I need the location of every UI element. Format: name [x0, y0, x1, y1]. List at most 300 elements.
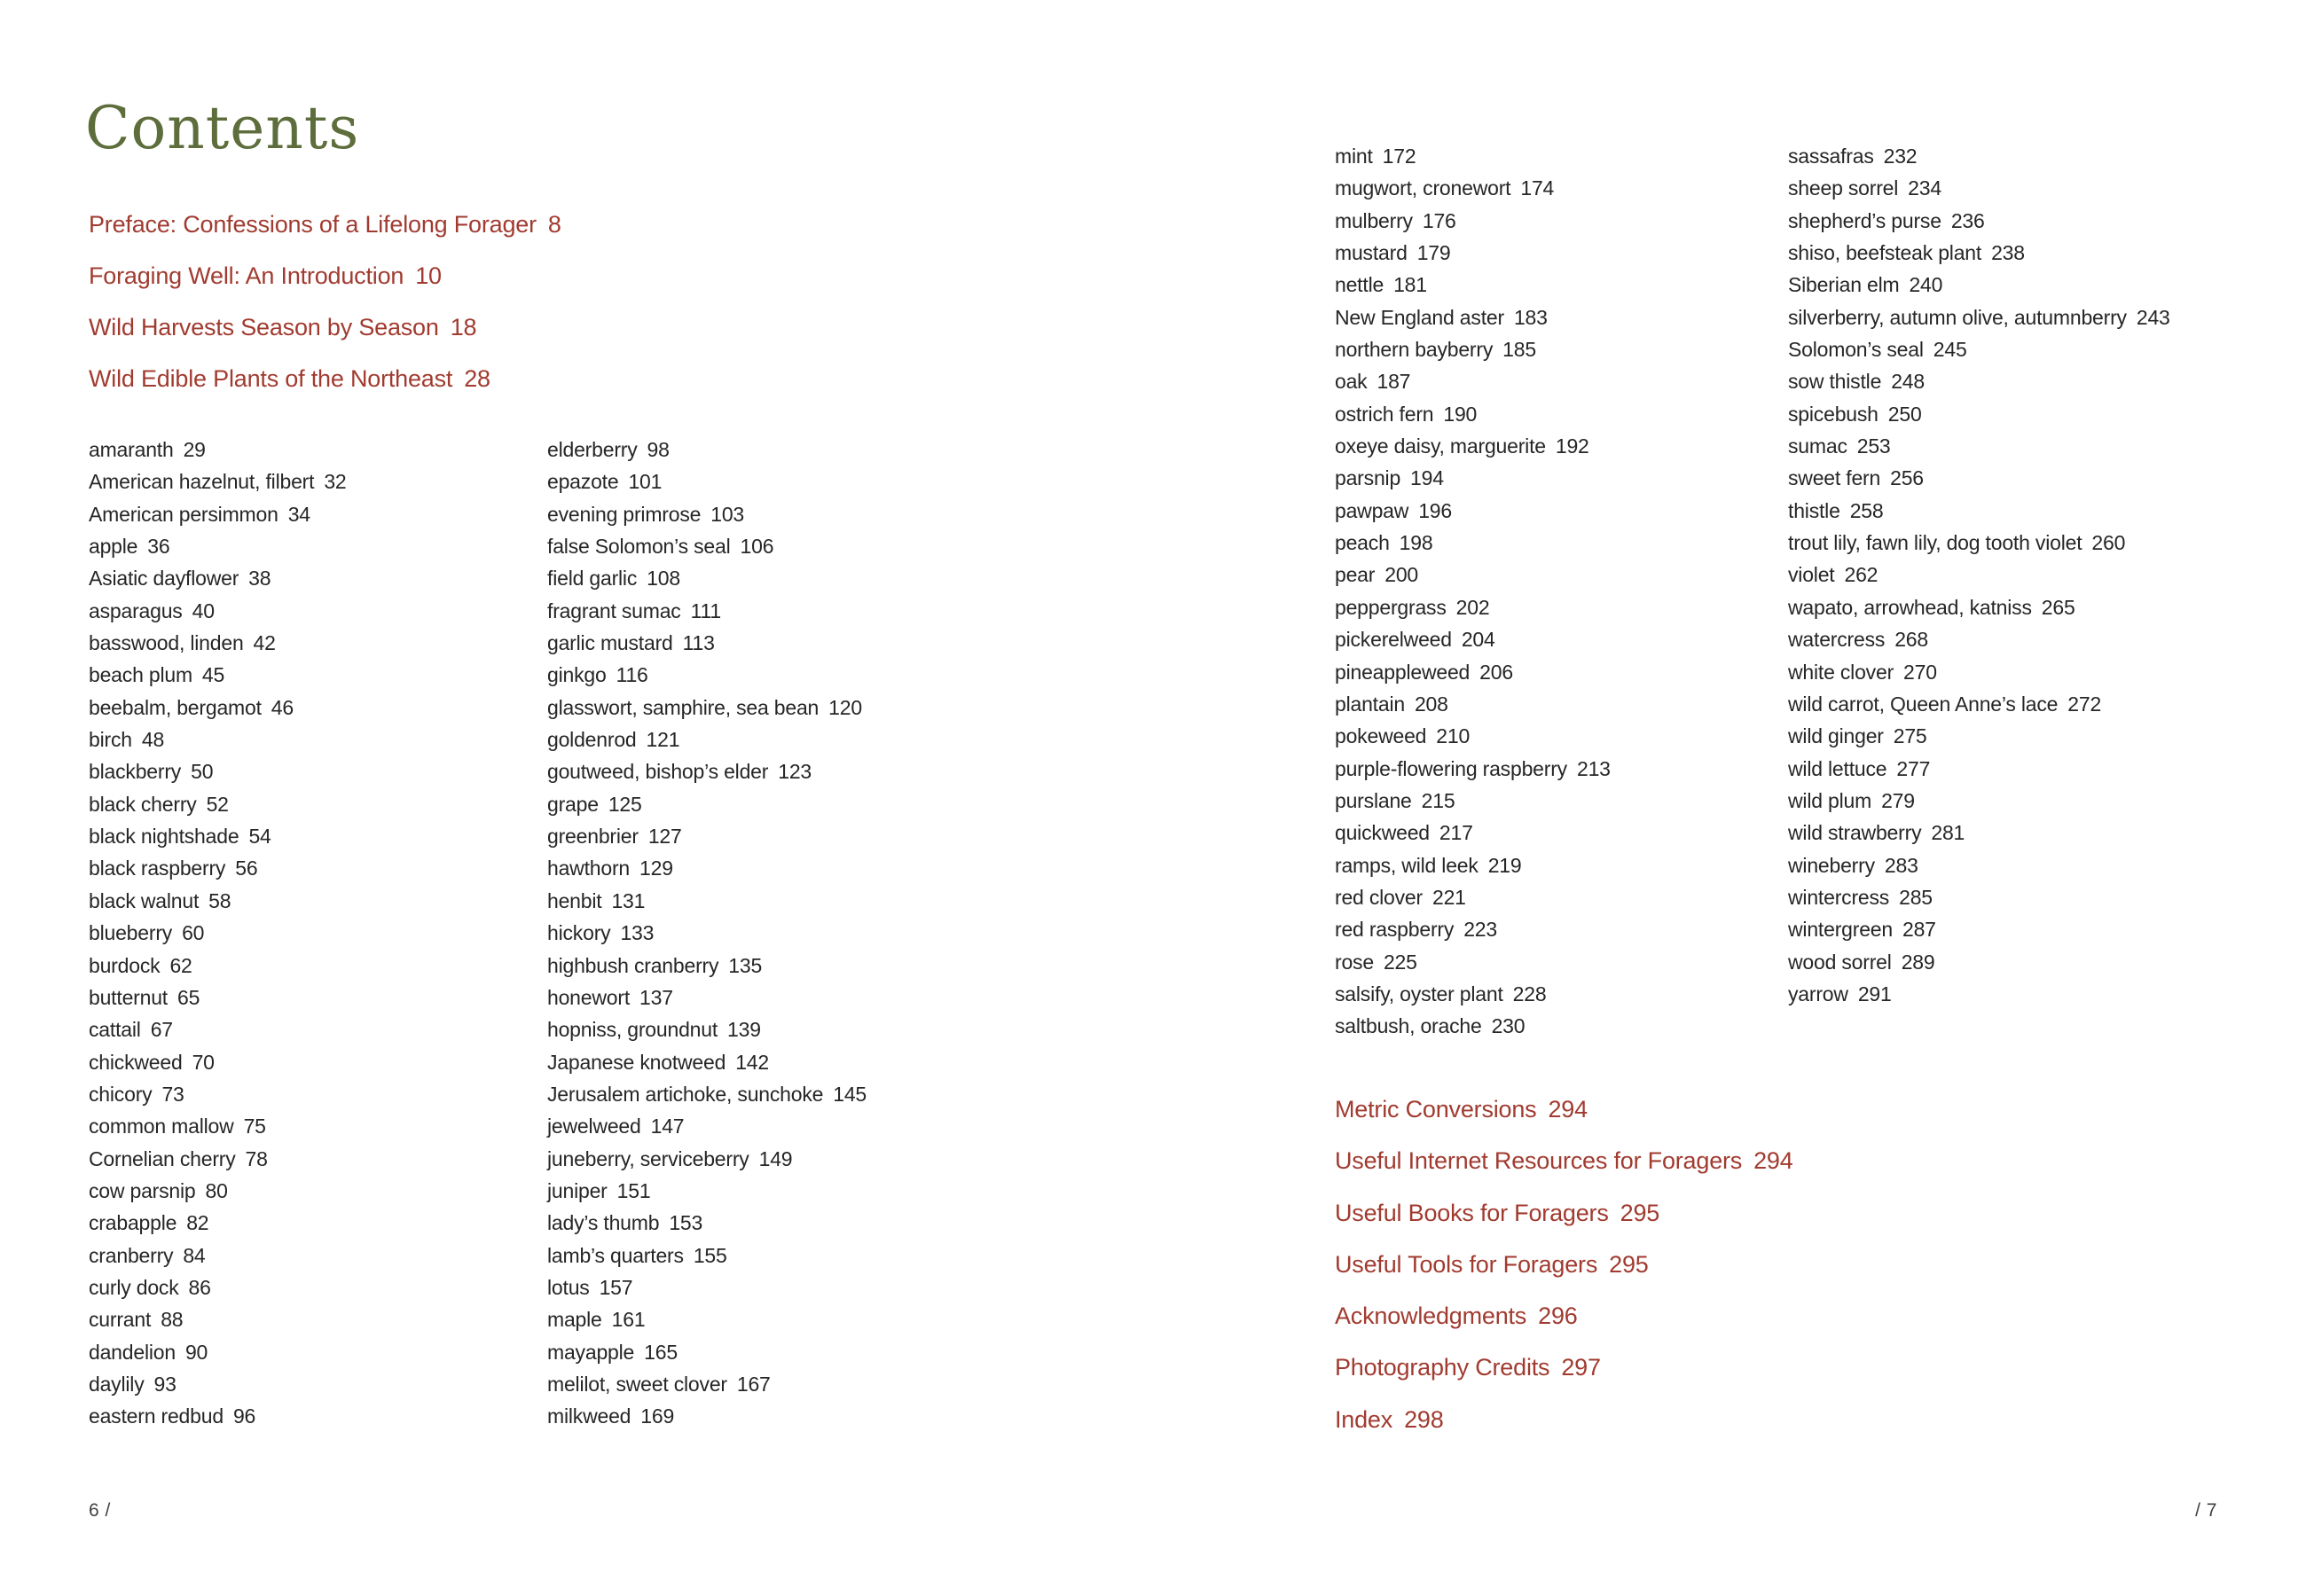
toc-section-page: 294: [1753, 1147, 1793, 1175]
plant-page: 210: [1436, 724, 1471, 748]
plant-name: birch: [89, 728, 132, 752]
toc-plant-entry: [1788, 720, 2170, 752]
plant-page: 217: [1439, 821, 1473, 845]
plant-name: black nightshade: [89, 825, 239, 849]
plant-name: chicory: [89, 1082, 153, 1106]
toc-plant-entry: [1335, 140, 1611, 172]
toc-plant-entry: [1335, 623, 1611, 655]
plant-name: burdock: [89, 953, 161, 977]
plant-page: 221: [1432, 885, 1466, 909]
plant-page: 272: [2067, 692, 2102, 716]
plant-name: cranberry: [89, 1243, 174, 1267]
plant-page: 172: [1382, 145, 1416, 168]
plant-name: salsify, oyster plant: [1335, 982, 1503, 1005]
toc-section-title: Photography Credits: [1335, 1354, 1550, 1381]
plant-name: quickweed: [1335, 821, 1430, 845]
plant-page: 228: [1512, 982, 1547, 1005]
toc-plant-entry: [89, 788, 347, 820]
plant-name: highbush cranberry: [547, 953, 719, 977]
plant-name: northern bayberry: [1335, 338, 1494, 362]
plant-page: 34: [287, 502, 310, 526]
plant-name: black walnut: [89, 888, 200, 912]
plant-name: sumac: [1788, 434, 1847, 458]
plant-page: 283: [1884, 853, 1918, 877]
plant-name: silverberry, autumn olive, autumnberry: [1788, 305, 2127, 329]
plant-page: 167: [736, 1372, 771, 1396]
plant-name: American persimmon: [89, 502, 278, 526]
toc-plant-entry: [547, 820, 867, 852]
toc-plant-entry: [89, 755, 347, 787]
toc-section-page: 18: [450, 314, 477, 340]
toc-plant-entry: [89, 852, 347, 884]
toc-plant-entry: [89, 1368, 347, 1400]
plant-name: red raspberry: [1335, 918, 1455, 942]
toc-section-page: 294: [1548, 1096, 1588, 1123]
toc-plant-entry: [547, 530, 867, 562]
plant-name: peach: [1335, 531, 1390, 555]
plant-page: 183: [1513, 305, 1548, 329]
plant-page: 200: [1384, 563, 1419, 587]
plant-name: goldenrod: [547, 728, 637, 752]
toc-plant-entry: [1788, 365, 2170, 397]
toc-section-title: Preface: Confessions of a Lifelong Forager: [89, 211, 537, 238]
plant-name: wineberry: [1788, 853, 1875, 877]
toc-plant-entry: [89, 982, 347, 1013]
plant-page: 29: [183, 438, 206, 461]
back-matter-list: [1335, 1084, 1793, 1445]
toc-section-page: 298: [1404, 1405, 1444, 1433]
toc-plant-entry: [89, 724, 347, 755]
toc-plant-entry: [1335, 559, 1611, 591]
plant-page: 190: [1443, 402, 1478, 426]
toc-plant-entry: [547, 885, 867, 917]
page-title: Contents: [85, 94, 360, 162]
plant-page: 260: [2091, 531, 2126, 555]
toc-plant-entry: [1788, 140, 2170, 172]
toc-plant-entry: [1788, 849, 2170, 881]
page-number-left: 6 /: [89, 1500, 111, 1521]
toc-plant-entry: [547, 788, 867, 820]
toc-plant-entry: [547, 1078, 867, 1110]
plant-page: 123: [778, 760, 812, 784]
plant-page: 275: [1893, 724, 1927, 748]
plant-page: 80: [205, 1178, 228, 1202]
plant-name: hopniss, groundnut: [547, 1018, 718, 1042]
toc-section-entry: [1335, 1084, 1793, 1135]
plant-page: 45: [201, 663, 225, 687]
plant-name: lady’s thumb: [547, 1211, 660, 1235]
plant-page: 32: [324, 470, 347, 494]
toc-plant-entry: [1335, 495, 1611, 527]
toc-plant-entry: [1335, 269, 1611, 301]
plant-page: 42: [253, 631, 276, 655]
plant-name: cow parsnip: [89, 1178, 196, 1202]
toc-plant-entry: [1335, 365, 1611, 397]
toc-plant-entry: [1788, 430, 2170, 462]
plant-page: 84: [183, 1243, 206, 1267]
plant-name: peppergrass: [1335, 595, 1447, 619]
plant-page: 90: [184, 1340, 208, 1364]
toc-plant-entry: [547, 1143, 867, 1175]
plant-name: dandelion: [89, 1340, 176, 1364]
plant-page: 139: [727, 1018, 761, 1042]
plant-page: 153: [669, 1211, 703, 1235]
plant-list-right-col-2: [1788, 140, 2170, 1010]
plant-name: wild ginger: [1788, 724, 1884, 748]
toc-section-entry: [1335, 1342, 1793, 1393]
plant-name: oxeye daisy, marguerite: [1335, 434, 1546, 458]
plant-page: 157: [599, 1275, 633, 1299]
plant-page: 161: [611, 1308, 646, 1332]
plant-page: 82: [186, 1211, 209, 1235]
plant-name: wild carrot, Queen Anne’s lace: [1788, 692, 2059, 716]
toc-plant-entry: [89, 950, 347, 982]
toc-plant-entry: [547, 466, 867, 497]
toc-plant-entry: [1788, 172, 2170, 204]
plant-page: 129: [639, 857, 673, 880]
plant-page: 219: [1487, 853, 1522, 877]
toc-plant-entry: [1335, 881, 1611, 913]
toc-plant-entry: [547, 1110, 867, 1142]
plant-page: 234: [1908, 176, 1941, 200]
plant-page: 215: [1421, 788, 1455, 812]
plant-page: 279: [1881, 788, 1915, 812]
toc-section-title: Useful Books for Foragers: [1335, 1199, 1609, 1226]
plant-name: wild plum: [1788, 788, 1872, 812]
plant-page: 40: [192, 598, 215, 622]
toc-section-title: Index: [1335, 1405, 1393, 1433]
toc-plant-entry: [1335, 172, 1611, 204]
toc-plant-entry: [547, 1240, 867, 1271]
toc-section-title: Useful Internet Resources for Foragers: [1335, 1147, 1743, 1175]
plant-page: 78: [245, 1146, 268, 1170]
plant-name: New England aster: [1335, 305, 1504, 329]
plant-name: white clover: [1788, 660, 1894, 684]
plant-name: elderberry: [547, 438, 638, 461]
toc-section-page: 295: [1620, 1199, 1660, 1226]
plant-name: red clover: [1335, 885, 1423, 909]
plant-page: 181: [1393, 273, 1427, 297]
plant-name: pineappleweed: [1335, 660, 1471, 684]
toc-plant-entry: [1335, 656, 1611, 688]
plant-page: 133: [620, 921, 655, 945]
plant-name: eastern redbud: [89, 1404, 224, 1428]
plant-page: 253: [1856, 434, 1891, 458]
plant-name: common mallow: [89, 1115, 234, 1138]
plant-page: 250: [1887, 402, 1922, 426]
toc-plant-entry: [89, 1078, 347, 1110]
plant-name: juneberry, serviceberry: [547, 1146, 749, 1170]
plant-page: 243: [2136, 305, 2170, 329]
toc-plant-entry: [89, 1336, 347, 1368]
plant-name: saltbush, orache: [1335, 1014, 1482, 1038]
plant-name: Cornelian cherry: [89, 1146, 236, 1170]
toc-plant-entry: [89, 1303, 347, 1335]
toc-plant-entry: [547, 1336, 867, 1368]
toc-section-entry: [89, 199, 561, 250]
plant-page: 258: [1849, 498, 1884, 522]
toc-plant-entry: [1335, 398, 1611, 430]
toc-plant-entry: [1788, 495, 2170, 527]
toc-section-entry: [89, 301, 561, 353]
plant-page: 142: [735, 1050, 769, 1074]
toc-section-entry: [1335, 1290, 1793, 1342]
plant-name: grape: [547, 792, 599, 816]
toc-plant-entry: [1335, 753, 1611, 785]
plant-page: 75: [243, 1115, 266, 1138]
plant-name: Japanese knotweed: [547, 1050, 726, 1074]
plant-page: 204: [1461, 628, 1495, 652]
toc-section-title: Foraging Well: An Introduction: [89, 262, 404, 289]
plant-page: 108: [647, 567, 680, 591]
plant-page: 151: [616, 1178, 651, 1202]
plant-name: Solomon’s seal: [1788, 338, 1924, 362]
toc-plant-entry: [547, 659, 867, 691]
toc-plant-entry: [89, 885, 347, 917]
plant-name: black raspberry: [89, 857, 226, 880]
plant-page: 206: [1479, 660, 1513, 684]
plant-name: cattail: [89, 1018, 141, 1042]
plant-page: 54: [248, 825, 271, 849]
toc-plant-entry: [1788, 398, 2170, 430]
toc-plant-entry: [1335, 946, 1611, 978]
toc-plant-entry: [547, 1207, 867, 1239]
plant-name: crabapple: [89, 1211, 177, 1235]
plant-name: beach plum: [89, 663, 192, 687]
toc-plant-entry: [89, 498, 347, 530]
toc-plant-entry: [547, 1271, 867, 1303]
plant-list-right-col-1: [1335, 140, 1611, 1043]
plant-page: 248: [1891, 370, 1925, 394]
plant-name: pear: [1335, 563, 1376, 587]
plant-name: parsnip: [1335, 466, 1401, 490]
toc-section-page: 8: [547, 211, 561, 238]
toc-plant-entry: [89, 530, 347, 562]
toc-plant-entry: [89, 627, 347, 659]
plant-page: 149: [758, 1146, 793, 1170]
plant-page: 174: [1520, 176, 1555, 200]
plant-name: currant: [89, 1308, 152, 1332]
plant-name: goutweed, bishop’s elder: [547, 760, 769, 784]
toc-plant-entry: [1788, 333, 2170, 365]
toc-plant-entry: [89, 659, 347, 691]
toc-section-title: Useful Tools for Foragers: [1335, 1250, 1598, 1278]
plant-page: 116: [616, 663, 648, 687]
plant-page: 147: [650, 1115, 685, 1138]
toc-plant-entry: [1788, 656, 2170, 688]
plant-name: purslane: [1335, 788, 1412, 812]
plant-name: ostrich fern: [1335, 402, 1434, 426]
plant-name: violet: [1788, 563, 1835, 587]
toc-plant-entry: [547, 1303, 867, 1335]
page-number-right: / 7: [2195, 1500, 2217, 1521]
plant-name: garlic mustard: [547, 631, 673, 655]
plant-name: daylily: [89, 1372, 145, 1396]
plant-name: Asiatic dayflower: [89, 567, 239, 591]
toc-plant-entry: [1335, 205, 1611, 237]
toc-plant-entry: [89, 562, 347, 594]
plant-name: curly dock: [89, 1275, 179, 1299]
plant-page: 285: [1899, 885, 1933, 909]
toc-plant-entry: [1335, 688, 1611, 720]
plant-page: 70: [192, 1050, 215, 1074]
plant-name: yarrow: [1788, 982, 1848, 1005]
toc-plant-entry: [89, 1207, 347, 1239]
plant-page: 67: [150, 1018, 173, 1042]
plant-name: glasswort, samphire, sea bean: [547, 695, 820, 719]
toc-plant-entry: [547, 1175, 867, 1207]
toc-plant-entry: [547, 1013, 867, 1045]
toc-plant-entry: [1788, 591, 2170, 623]
toc-plant-entry: [1788, 753, 2170, 785]
plant-name: mayapple: [547, 1340, 635, 1364]
toc-plant-entry: [89, 466, 347, 497]
plant-page: 50: [191, 760, 214, 784]
toc-plant-entry: [1788, 881, 2170, 913]
plant-page: 245: [1933, 338, 1967, 362]
plant-page: 262: [1844, 563, 1879, 587]
toc-plant-entry: [547, 1368, 867, 1400]
toc-plant-entry: [1335, 978, 1611, 1010]
plant-page: 198: [1399, 531, 1433, 555]
plant-page: 48: [141, 728, 165, 752]
plant-name: hawthorn: [547, 857, 631, 880]
plant-page: 291: [1857, 982, 1892, 1005]
toc-plant-entry: [1788, 301, 2170, 333]
plant-name: American hazelnut, filbert: [89, 470, 315, 494]
plant-page: 52: [206, 792, 229, 816]
toc-section-entry: [89, 250, 561, 301]
plant-page: 265: [2041, 595, 2075, 619]
toc-plant-entry: [89, 1046, 347, 1078]
plant-name: apple: [89, 535, 138, 559]
toc-section-page: 28: [464, 365, 490, 392]
plant-page: 101: [628, 470, 663, 494]
plant-page: 196: [1418, 498, 1452, 522]
toc-plant-entry: [89, 434, 347, 466]
toc-plant-entry: [89, 1271, 347, 1303]
toc-plant-entry: [1335, 462, 1611, 494]
plant-page: 208: [1414, 692, 1448, 716]
plant-page: 38: [248, 567, 271, 591]
plant-name: henbit: [547, 888, 602, 912]
plant-page: 202: [1455, 595, 1490, 619]
plant-name: wild lettuce: [1788, 756, 1887, 780]
plant-page: 111: [690, 598, 721, 622]
plant-name: lotus: [547, 1275, 590, 1299]
toc-plant-entry: [1788, 237, 2170, 269]
toc-plant-entry: [89, 917, 347, 949]
toc-plant-entry: [1788, 527, 2170, 559]
plant-page: 185: [1502, 338, 1536, 362]
toc-plant-entry: [1335, 333, 1611, 365]
plant-page: 225: [1383, 950, 1417, 974]
toc-plant-entry: [1788, 559, 2170, 591]
toc-section-title: Metric Conversions: [1335, 1096, 1537, 1123]
plant-name: butternut: [89, 985, 168, 1009]
plant-name: sheep sorrel: [1788, 176, 1899, 200]
toc-plant-entry: [1335, 913, 1611, 945]
plant-page: 121: [646, 728, 680, 752]
plant-name: sow thistle: [1788, 370, 1882, 394]
plant-page: 213: [1576, 756, 1611, 780]
plant-page: 268: [1894, 628, 1928, 652]
plant-page: 145: [833, 1082, 867, 1106]
toc-plant-entry: [1335, 591, 1611, 623]
toc-plant-entry: [1788, 462, 2170, 494]
plant-page: 106: [740, 535, 774, 559]
plant-name: wild strawberry: [1788, 821, 1922, 845]
toc-plant-entry: [1335, 849, 1611, 881]
plant-name: juniper: [547, 1178, 608, 1202]
plant-page: 165: [644, 1340, 678, 1364]
toc-plant-entry: [89, 1240, 347, 1271]
toc-plant-entry: [1335, 527, 1611, 559]
plant-page: 230: [1491, 1014, 1526, 1038]
toc-plant-entry: [1788, 623, 2170, 655]
plant-name: sassafras: [1788, 145, 1874, 168]
toc-section-entry: [1335, 1187, 1793, 1239]
toc-plant-entry: [89, 692, 347, 724]
toc-section-entry: [1335, 1394, 1793, 1445]
plant-name: rose: [1335, 950, 1374, 974]
toc-plant-entry: [1788, 205, 2170, 237]
plant-page: 179: [1416, 241, 1451, 265]
plant-page: 187: [1377, 370, 1411, 394]
toc-plant-entry: [89, 1143, 347, 1175]
plant-page: 135: [728, 953, 763, 977]
plant-name: nettle: [1335, 273, 1384, 297]
plant-page: 93: [153, 1372, 176, 1396]
plant-name: pickerelweed: [1335, 628, 1452, 652]
plant-page: 120: [828, 695, 862, 719]
toc-plant-entry: [1788, 269, 2170, 301]
plant-name: Jerusalem artichoke, sunchoke: [547, 1082, 824, 1106]
plant-name: watercress: [1788, 628, 1886, 652]
plant-page: 277: [1896, 756, 1931, 780]
plant-name: thistle: [1788, 498, 1840, 522]
toc-section-entry: [89, 353, 561, 404]
toc-plant-entry: [1788, 913, 2170, 945]
plant-name: purple-flowering raspberry: [1335, 756, 1567, 780]
plant-name: hickory: [547, 921, 611, 945]
toc-plant-entry: [547, 692, 867, 724]
plant-page: 192: [1555, 434, 1589, 458]
toc-plant-entry: [89, 1013, 347, 1045]
plant-page: 88: [161, 1308, 184, 1332]
plant-page: 194: [1410, 466, 1444, 490]
plant-name: fragrant sumac: [547, 598, 681, 622]
plant-page: 270: [1903, 660, 1937, 684]
plant-page: 36: [147, 535, 170, 559]
plant-name: wapato, arrowhead, katniss: [1788, 595, 2032, 619]
plant-name: ginkgo: [547, 663, 607, 687]
plant-page: 56: [235, 857, 258, 880]
toc-plant-entry: [1788, 978, 2170, 1010]
plant-name: plantain: [1335, 692, 1405, 716]
plant-page: 236: [1950, 208, 1985, 232]
plant-page: 127: [647, 825, 682, 849]
plant-name: jewelweed: [547, 1115, 641, 1138]
plant-page: 176: [1422, 208, 1456, 232]
plant-page: 155: [693, 1243, 727, 1267]
plant-name: amaranth: [89, 438, 174, 461]
plant-name: oak: [1335, 370, 1368, 394]
toc-plant-entry: [547, 950, 867, 982]
plant-page: 287: [1902, 918, 1936, 942]
plant-name: honewort: [547, 985, 631, 1009]
plant-name: beebalm, bergamot: [89, 695, 262, 719]
